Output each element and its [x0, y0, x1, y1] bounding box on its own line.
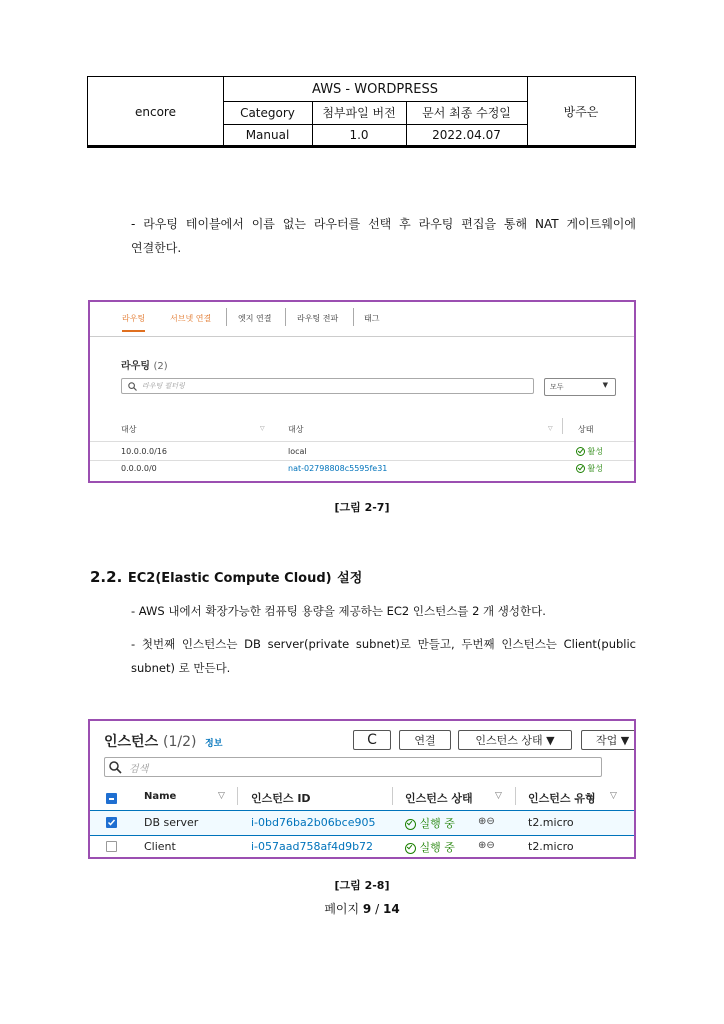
ec2-instances-screenshot — [88, 719, 636, 859]
row-divider — [90, 460, 634, 461]
page-footer — [0, 900, 724, 917]
instances-title: 인스턴스 — [104, 734, 159, 750]
route-destination: 0.0.0.0/0 — [121, 464, 157, 473]
search-icon — [128, 382, 137, 391]
tab-route-propagation[interactable]: 라우팅 전파 — [297, 314, 339, 323]
paragraph-line: 연결한다. — [131, 241, 182, 255]
column-header-instance-type[interactable]: 인스턴스 유형 — [528, 792, 596, 805]
check-circle-icon — [405, 843, 416, 854]
refresh-button[interactable] — [353, 730, 391, 750]
section-title-ko: 설정 — [337, 571, 363, 586]
search-icon — [109, 761, 122, 774]
column-header-instance-state[interactable]: 인스턴스 상태 — [405, 792, 473, 805]
column-divider — [562, 418, 563, 434]
instance-state-button[interactable]: 인스턴스 상태 ▼ — [458, 730, 572, 750]
info-link[interactable]: 정보 — [205, 739, 223, 749]
sort-icon[interactable]: ▽ — [495, 791, 502, 801]
check-circle-icon — [405, 819, 416, 830]
route-table-screenshot — [88, 300, 636, 483]
routes-heading — [121, 357, 168, 372]
tab-separator — [226, 308, 227, 326]
company-name: encore — [135, 104, 176, 119]
tab-edge-associations[interactable]: 엣지 연결 — [238, 314, 272, 323]
route-target-link[interactable]: nat-02798808c5595fe31 — [288, 464, 388, 473]
page-number: 9 — [362, 902, 372, 916]
document-header-table — [87, 76, 636, 148]
sort-icon[interactable]: ▽ — [218, 791, 225, 801]
date-value: 2022.04.07 — [432, 128, 501, 142]
route-search-input[interactable] — [121, 378, 534, 394]
route-tabs — [90, 302, 634, 337]
routes-title: 라우팅 — [121, 361, 150, 372]
instances-count: (1/2) — [162, 734, 197, 750]
document-title: AWS - WORDPRESS — [312, 81, 438, 97]
version-label: 첨부파일 버전 — [322, 106, 396, 120]
section-title-en: EC2(Elastic Compute Cloud) — [127, 571, 332, 586]
sort-icon[interactable]: ▽ — [548, 425, 553, 432]
column-divider — [237, 787, 238, 805]
paragraph-line: - AWS 내에서 확장가능한 컴퓨팅 용량을 제공하는 EC2 인스턴스를 2 개 생성한다. — [131, 604, 546, 618]
table-row[interactable] — [90, 835, 634, 859]
check-circle-icon — [576, 464, 585, 473]
zoom-icon[interactable]: ⊕⊖ — [478, 816, 495, 827]
routes-count: (2) — [153, 361, 168, 372]
page-separator: / — [375, 902, 380, 916]
column-header-status[interactable]: 상태 — [578, 425, 594, 434]
section-number: 2.2. — [90, 568, 123, 586]
route-status — [576, 463, 603, 474]
table-row[interactable] — [90, 810, 634, 836]
tab-separator — [285, 308, 286, 326]
instance-type: t2.micro — [528, 816, 574, 829]
author-name: 방주은 — [563, 105, 599, 119]
route-status-label: 활성 — [587, 447, 604, 456]
instance-id-link[interactable]: i-0bd76ba2b06bce905 — [251, 816, 376, 829]
route-target: local — [288, 447, 307, 456]
select-all-checkbox[interactable] — [106, 793, 117, 804]
search-placeholder: 검색 — [129, 764, 149, 775]
instance-name: Client — [144, 840, 176, 853]
route-destination: 10.0.0.0/16 — [121, 447, 167, 456]
instance-search-input[interactable] — [104, 757, 602, 777]
date-label: 문서 최종 수정일 — [422, 106, 511, 120]
instance-type: t2.micro — [528, 840, 574, 853]
page-total: 14 — [382, 902, 400, 916]
filter-value: 모두 — [550, 383, 564, 391]
section-heading — [90, 567, 362, 586]
tab-subnet-associations[interactable]: 서브넷 연결 — [170, 314, 212, 323]
sort-icon[interactable]: ▽ — [260, 425, 265, 432]
version-value: 1.0 — [349, 128, 369, 142]
caret-down-icon: ▼ — [602, 381, 608, 389]
route-status-label: 활성 — [587, 464, 604, 473]
zoom-icon[interactable]: ⊕⊖ — [478, 840, 495, 851]
figure-caption: [그림 2-7] — [334, 501, 390, 514]
search-placeholder: 라우팅 필터링 — [142, 382, 185, 390]
page-label: 페이지 — [324, 902, 360, 916]
column-header-name[interactable]: Name — [144, 791, 177, 802]
checkmark-icon — [107, 818, 116, 827]
instance-state-label: 실행 중 — [419, 841, 455, 854]
route-filter-select[interactable] — [544, 378, 616, 396]
category-label: Category — [240, 105, 295, 120]
instance-state-label: 실행 중 — [419, 817, 455, 830]
column-header-destination[interactable]: 대상 — [121, 425, 137, 434]
row-divider — [90, 441, 634, 442]
tab-routes[interactable]: 라우팅 — [122, 313, 145, 332]
tab-tags[interactable]: 태그 — [364, 314, 380, 323]
paragraph-line: - 라우팅 테이블에서 이름 없는 라우터를 선택 후 라우팅 편집을 통해 NAT 게이트웨이에 — [131, 217, 636, 231]
instance-state — [405, 839, 455, 855]
column-header-target[interactable]: 대상 — [288, 425, 304, 434]
instances-heading — [104, 731, 196, 751]
paragraph-line: subnet) 로 만든다. — [131, 661, 231, 675]
instance-id-link[interactable]: i-057aad758af4d9b72 — [251, 840, 374, 853]
column-divider — [515, 787, 516, 805]
connect-button[interactable]: 연결 — [399, 730, 451, 750]
row-checkbox[interactable] — [106, 841, 117, 852]
figure-caption: [그림 2-8] — [334, 879, 390, 892]
column-header-instance-id[interactable]: 인스턴스 ID — [251, 792, 311, 805]
instance-name: DB server — [144, 816, 199, 829]
tab-separator — [353, 308, 354, 326]
actions-button[interactable]: 작업 ▼ — [581, 730, 636, 750]
instance-state — [405, 815, 455, 831]
sort-icon[interactable]: ▽ — [610, 791, 617, 801]
route-status — [576, 446, 603, 457]
check-circle-icon — [576, 447, 585, 456]
paragraph-line: - 첫번째 인스턴스는 DB server(private subnet)로 만들고, 두번째 인스턴스는 Client(public — [131, 637, 636, 651]
refresh-icon: C — [367, 732, 377, 748]
row-checkbox[interactable] — [106, 817, 117, 828]
column-divider — [392, 787, 393, 805]
category-value: Manual — [245, 128, 290, 142]
